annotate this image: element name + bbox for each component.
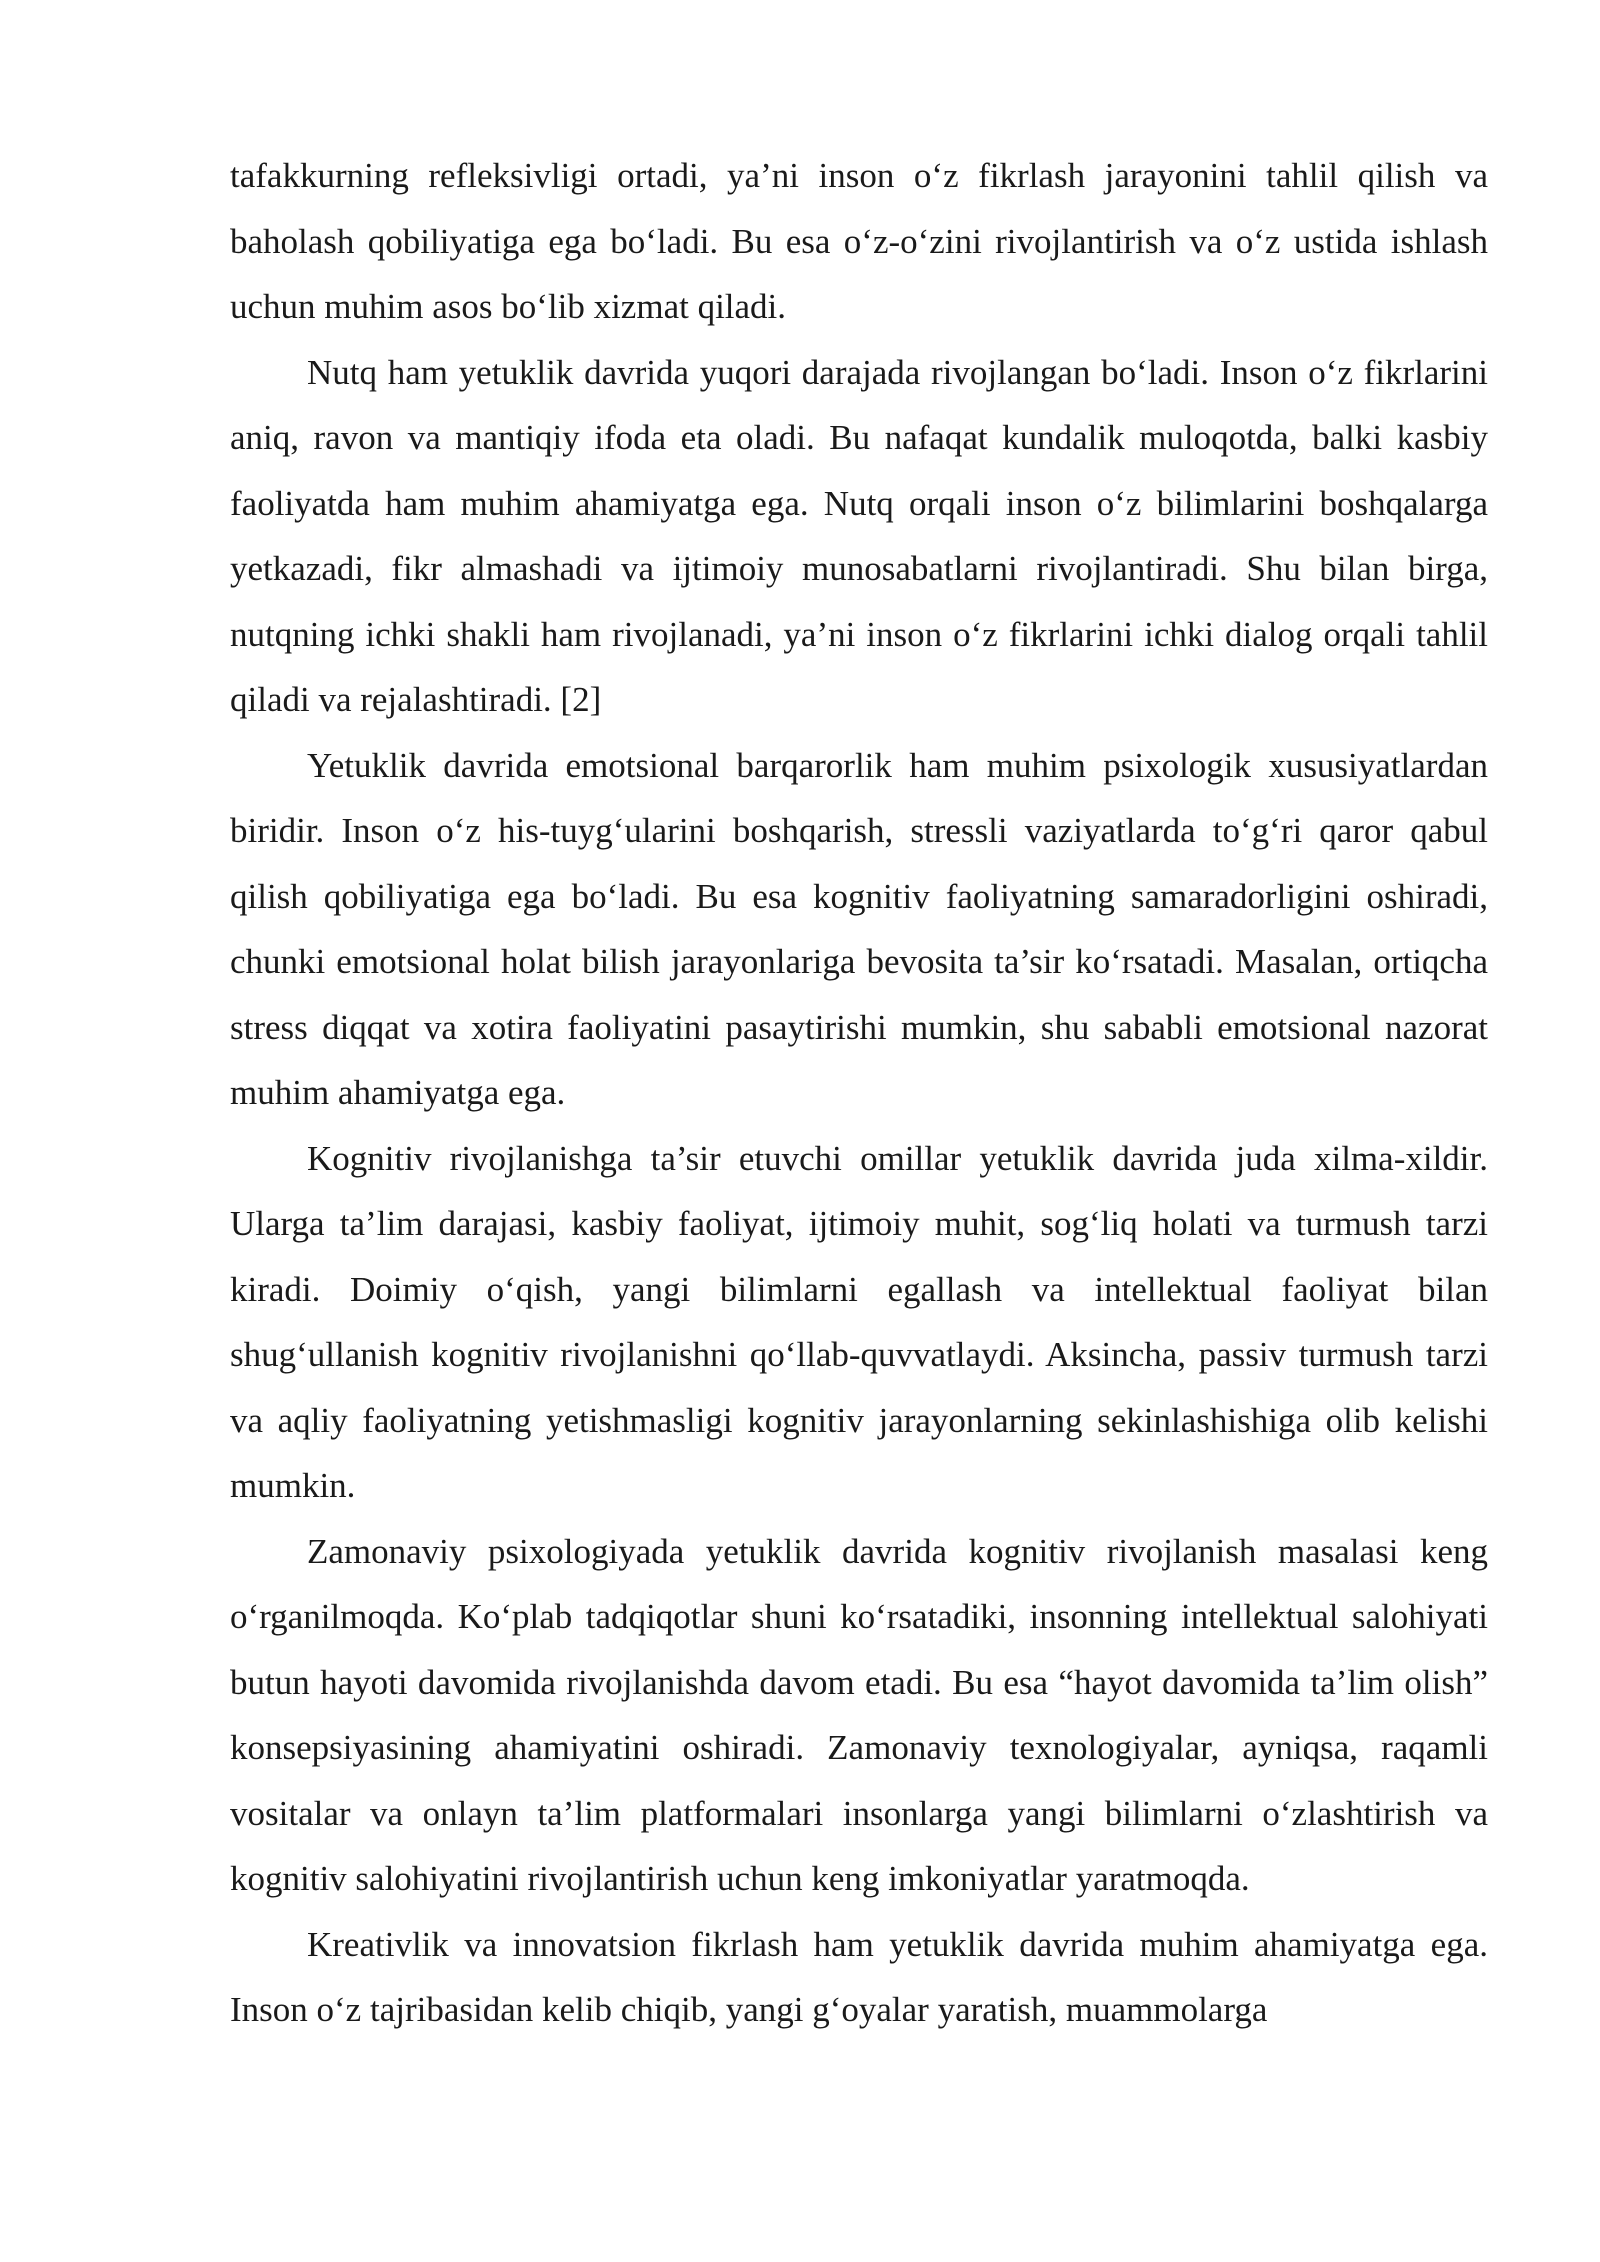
document-page (230, 143, 1488, 2043)
paragraph-modern-psychology: Zamonaviy psixologiyada yetuklik davrida kognitiv rivojlanish masalasi keng o‘rganilmoqda. Ko‘plab tadqiqotlar shuni ko‘rsatadiki, insonning intellektual salohiyati butun hayoti davomida rivojlanishda davom etadi. Bu esa “hayot davomida ta’lim olish” konsepsiyasining ahamiyatini oshiradi. Zamonaviy texnologiyalar, ayniqsa, raqamli vositalar va onlayn ta’lim platformalari insonlarga yangi bilimlarni o‘zlashtirish va kognitiv salohiyatini rivojlantirish uchun keng imkoniyatlar yaratmoqda. (230, 1531, 1488, 1898)
paragraph-speech: Nutq ham yetuklik davrida yuqori darajada rivojlangan bo‘ladi. Inson o‘z fikrlarini aniq, ravon va mantiqiy ifoda eta oladi. Bu nafaqat kundalik muloqotda, balki kasbiy faoliyatda ham muhim ahamiyatga ega. Nutq orqali inson o‘z bilimlarini boshqalarga yetkazadi, fikr almashadi va ijtimoiy munosabatlarni rivojlantiradi. Shu bilan birga, nutqning ichki shakli ham rivojlanadi, ya’ni inson o‘z fikrlarini ichki dialog orqali tahlil qiladi va rejalashtiradi. [2] (230, 352, 1488, 719)
paragraph-reflexivity: tafakkurning refleksivligi ortadi, ya’ni inson o‘z fikrlash jarayonini tahlil qilish va baholash qobiliyatiga ega bo‘ladi. Bu esa o‘z-o‘zini rivojlantirish va o‘z ustida ishlash uchun muhim asos bo‘lib xizmat qiladi. (230, 156, 1488, 326)
paragraph-creativity: Kreativlik va innovatsion fikrlash ham yetuklik davrida muhim ahamiyatga ega. Inson o‘z tajribasidan kelib chiqib, yangi g‘oyalar yaratish, muammolarga (230, 1924, 1488, 2029)
paragraph-cognitive-factors: Kognitiv rivojlanishga ta’sir etuvchi omillar yetuklik davrida juda xilma-xildir. Ularga ta’lim darajasi, kasbiy faoliyat, ijtimoiy muhit, sog‘liq holati va turmush tarzi kiradi. Doimiy o‘qish, yangi bilimlarni egallash va intellektual faoliyat bilan shug‘ullanish kognitiv rivojlanishni qo‘llab-quvvatlaydi. Aksincha, passiv turmush tarzi va aqliy faoliyatning yetishmasligi kognitiv jarayonlarning sekinlashishiga olib kelishi mumkin. (230, 1138, 1488, 1505)
paragraph-emotional-stability: Yetuklik davrida emotsional barqarorlik ham muhim psixologik xususiyatlardan biridir. Inson o‘z his-tuyg‘ularini boshqarish, stressli vaziyatlarda to‘g‘ri qaror qabul qilish qobiliyatiga ega bo‘ladi. Bu esa kognitiv faoliyatning samaradorligini oshiradi, chunki emotsional holat bilish jarayonlariga bevosita ta’sir ko‘rsatadi. Masalan, ortiqcha stress diqqat va xotira faoliyatini pasaytirishi mumkin, shu sababli emotsional nazorat muhim ahamiyatga ega. (230, 745, 1488, 1112)
